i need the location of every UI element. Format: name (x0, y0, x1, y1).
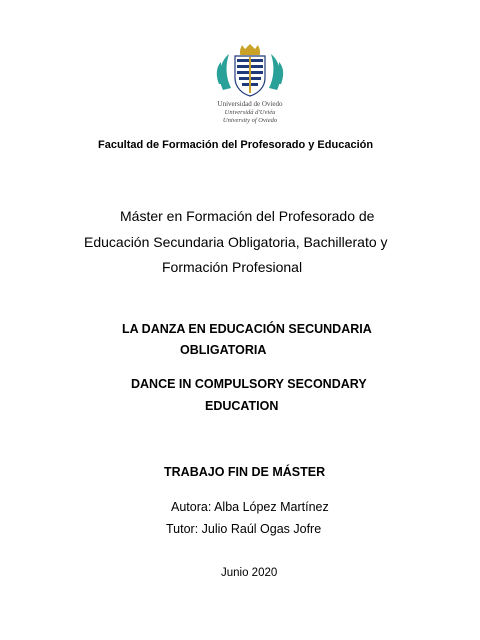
master-title-line-2: Educación Secundaria Obligatoria, Bachillerato y (84, 234, 388, 250)
thesis-title-es-line-1: LA DANZA EN EDUCACIÓN SECUNDARIA (122, 322, 372, 336)
work-type: TRABAJO FIN DE MÁSTER (164, 465, 326, 479)
tutor-line: Tutor: Julio Raúl Ogas Jofre (166, 522, 322, 536)
master-title-line-3: Formación Profesional (162, 259, 303, 275)
date-line: Junio 2020 (221, 567, 278, 579)
university-crest-icon (213, 44, 287, 98)
master-title-line-1: Máster en Formación del Profesorado de (120, 208, 375, 224)
author-line: Autora: Alba López Martínez (171, 500, 329, 514)
university-name-en: University of Oviedo (222, 117, 278, 124)
university-name-es: Universidad de Oviedo (217, 100, 283, 108)
thesis-title-en-line-2: EDUCATION (205, 399, 279, 413)
thesis-title-en-line-1: DANCE IN COMPULSORY SECONDARY (131, 377, 367, 391)
faculty-name: Facultad de Formación del Profesorado y Educación (98, 139, 374, 151)
thesis-title-es-line-2: OBLIGATORIA (180, 343, 267, 357)
university-name-ast: Universidá d'Uviéu (224, 109, 276, 116)
